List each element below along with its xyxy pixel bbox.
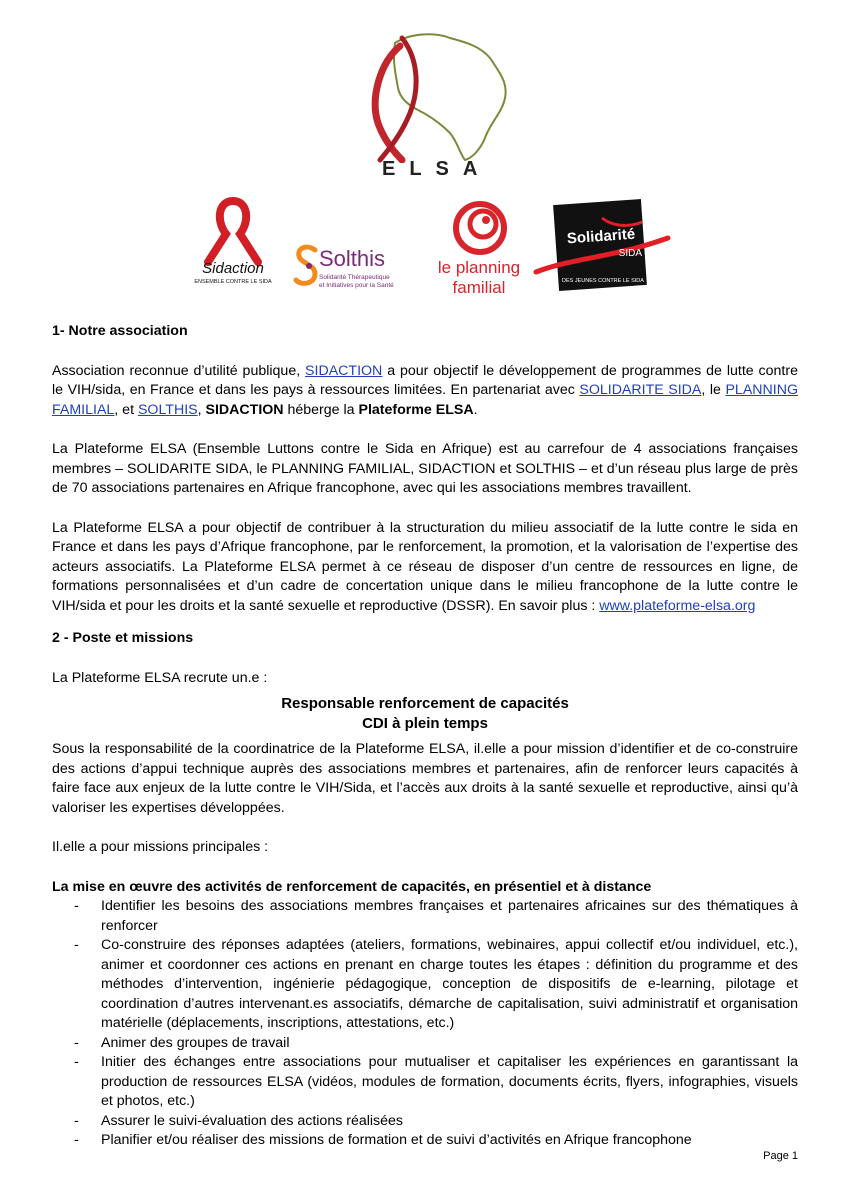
planning-spiral-icon (450, 198, 510, 258)
list-item (52, 1034, 798, 1054)
section-notre-association (52, 322, 798, 616)
section1-paragraph-3 (52, 519, 798, 617)
dash-marker: - (74, 1054, 79, 1070)
list-item-text: Planifier et/ou réaliser des missions de formation et de suivi d’activités en Afrique francophone (101, 1132, 692, 1148)
solidarite-line-2: SIDA (618, 248, 642, 259)
sidaction-tagline: ENSEMBLE CONTRE LE SIDA (194, 279, 272, 285)
sidaction-name: Sidaction (202, 260, 264, 277)
solidarite-sida-link[interactable]: SOLIDARITE SIDA (579, 382, 702, 398)
p1-text-2: a pour objectif le développement de programmes de lutte contre le VIH/sida, en France et dans les pays à ressources limitées. En partenariat avec (52, 362, 798, 398)
p1-text-1: Association reconnue d’utilité publique, (52, 362, 306, 379)
solthis-tagline-2: et Initiatives pour la Santé (319, 282, 394, 289)
p1-text-3: , le (701, 382, 726, 398)
dash-marker: - (74, 937, 79, 953)
elsa-logo-label: ELSA (382, 158, 492, 180)
list-item (52, 936, 798, 1034)
section2-paragraph-1: Sous la responsabilité de la coordinatrice de la Plateforme ELSA, il.elle a pour mission d’identifier et de co-construire des actions d’appui technique auprès des associations membres et partenaires, afin de renforcer leurs capacités à faire face aux enjeux de la lutte contre le VIH/Sida, et l’accès aux droits à la santé sexuelle et reproductive, ainsi qu’à valoriser les expertises développées. (52, 741, 798, 816)
solthis-logo (293, 244, 423, 294)
list-item-text: Animer des groupes de travail (101, 1034, 290, 1051)
planning-familial-link[interactable]: PLANNING FAMILIAL (52, 382, 798, 418)
solthis-s-icon (293, 244, 321, 288)
list-item-text: Assurer le suivi-évaluation des actions réalisées (101, 1112, 404, 1129)
contract-type: CDI à plein temps (362, 715, 488, 732)
list-item (52, 1053, 798, 1112)
sidaction-logo (188, 196, 278, 292)
solidarite-sida-logo (532, 198, 672, 294)
ribbon-icon (188, 196, 278, 266)
dash-marker: - (74, 1132, 79, 1148)
missions-list (52, 897, 798, 1151)
list-item (52, 1131, 798, 1151)
solthis-link[interactable]: SOLTHIS (137, 401, 198, 418)
dash-marker: - (74, 1112, 79, 1129)
list-item-text: Co-construire des réponses adaptées (ateliers, formations, webinaires, appui collectif et/ou individuel, etc.), animer et coordonner ces actions en prenant en charge toutes les étapes : définition du programme et des méthodes d’intervention, ingénierie pédagogique, conception de dispositifs de e-learning, pilotage et coordination d’autres intervenant.es associatifs, démarche de capitalisation, suivi administratif et organisation matérielle (déplacements, inscriptions, attestations, etc.) (101, 937, 798, 1031)
sidaction-link[interactable]: SIDACTION (305, 362, 383, 379)
solidarite-line-1: Solidarité (566, 225, 636, 248)
elsa-emblem-icon (340, 28, 510, 163)
p1-bold-plateforme: Plateforme ELSA (358, 401, 474, 418)
p3-text: La Plateforme ELSA a pour objectif de contribuer à la structuration du milieu associatif de la lutte contre le sida en France et dans les pays d’Afrique francophone, par le renforcement, la promotion, et la valorisation de l’expertise des acteurs associatifs. La Plateforme ELSA permet à ce réseau de disposer d’un centre de ressources en ligne, de formations personnalisées et d’un cadre de concertation unique dans le milieu francophone de la lutte contre le VIH/sida et pour les droits et la santé sexuelle et reproductive (DSSR). En savoir plus : (52, 519, 798, 614)
list-item-text: Identifier les besoins des associations membres françaises et partenaires africaines sur des thématiques à renforcer (101, 898, 798, 934)
planning-line-2: familial (452, 278, 506, 297)
section-poste-missions (52, 629, 798, 1151)
missions-intro: Il.elle a pour missions principales : (52, 839, 269, 855)
planning-familial-logo (424, 198, 534, 302)
list-item (52, 897, 798, 936)
p1-text-7: . (473, 401, 478, 418)
solthis-name: Solthis (319, 246, 386, 271)
p1-text-5: , (197, 401, 206, 418)
p1-text-4: , et (114, 401, 138, 418)
section1-heading: 1- Notre association (52, 323, 188, 339)
section2-heading: 2 - Poste et missions (52, 630, 194, 646)
page-number: Page 1 (763, 1150, 798, 1162)
list-item-text: Initier des échanges entre associations pour mutualiser et capitaliser les expériences en garantissant la production de ressources ELSA (vidéos, modules de formation, documents écrits, flyers, infographies, visuels et photos, etc.) (101, 1054, 798, 1109)
elsa-logo (340, 28, 510, 183)
section1-paragraph-1 (52, 362, 798, 421)
elsa-website-link[interactable]: www.plateforme-elsa.org (599, 597, 756, 614)
solidarite-tagline: DES JEUNES CONTRE LE SIDA (562, 278, 644, 284)
dash-marker: - (74, 1034, 79, 1051)
section1-paragraph-2: La Plateforme ELSA (Ensemble Luttons contre le Sida en Afrique) est au carrefour de 4 associations françaises membres – SOLIDARITE SIDA, le PLANNING FAMILIAL, SIDACTION et SOLTHIS – et d’un réseau plus large de près de 70 associations partenaires en Afrique francophone, avec qui les associations membres travaillent. (52, 441, 798, 496)
dash-marker: - (74, 898, 79, 914)
p1-text-6: héberge la (283, 401, 359, 418)
job-title: Responsable renforcement de capacités (281, 695, 569, 712)
section2-intro: La Plateforme ELSA recrute un.e : (52, 669, 268, 686)
p1-bold-sidaction: SIDACTION (205, 401, 284, 418)
list-item (52, 1112, 798, 1132)
missions-subheading: La mise en œuvre des activités de renforcement de capacités, en présentiel et à distance (52, 878, 652, 895)
planning-line-1: le planning (437, 258, 521, 277)
solthis-tagline-1: Solidarité Thérapeutique (319, 274, 390, 281)
